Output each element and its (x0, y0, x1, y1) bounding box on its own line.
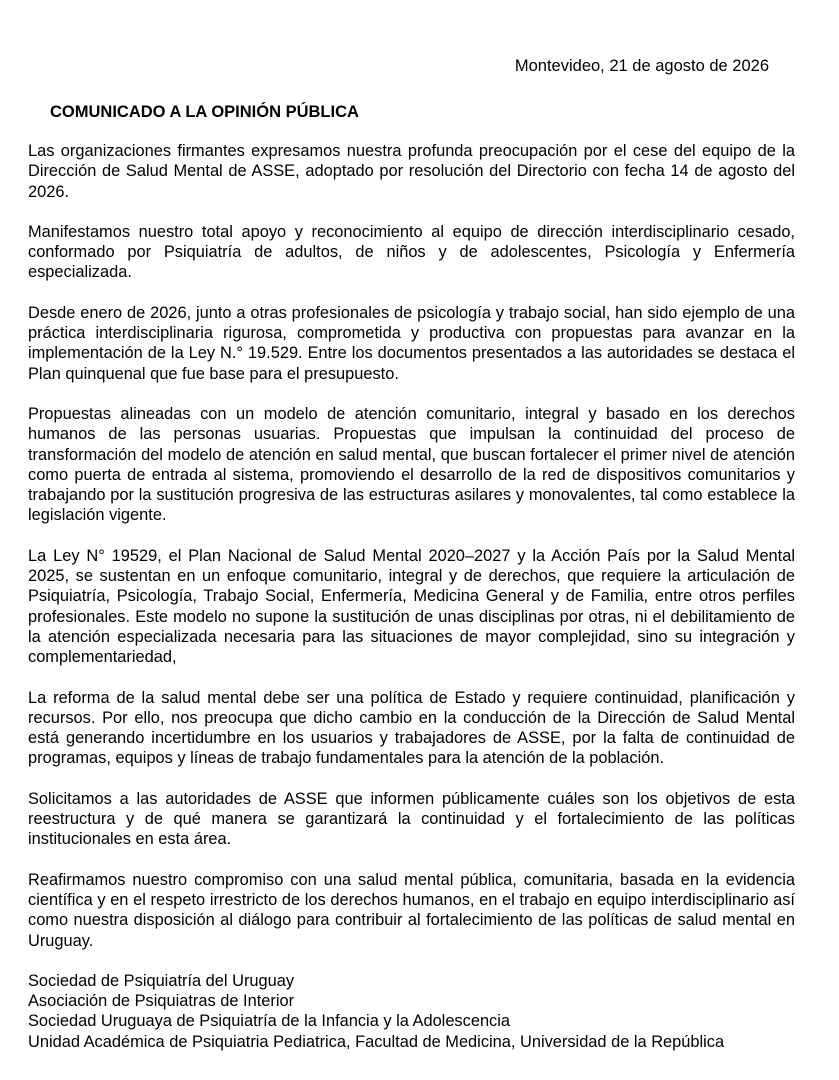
signatory-3: Sociedad Uruguaya de Psiquiatría de la Infancia y la Adolescencia (28, 1012, 511, 1031)
paragraph-3: Desde enero de 2026, junto a otras profesionales de psicología y trabajo social, han sido ejemplo de una práctica interdisciplinaria rigurosa, comprometida y productiva con propuestas para avanzar en la implementación de la Ley N.° 19.529. Entre los documentos presentados a las autoridades se destaca el Plan quinquenal que fue base para el presupuesto. (28, 303, 795, 383)
document-title: COMUNICADO A LA OPINIÓN PÚBLICA (50, 103, 359, 121)
date-line: Montevideo, 21 de agosto de 2026 (514, 57, 769, 75)
signatory-4: Unidad Académica de Psiquiatria Pediatrica, Facultad de Medicina, Universidad de la República (28, 1032, 725, 1051)
paragraph-4: Propuestas alineadas con un modelo de atención comunitario, integral y basado en los derechos humanos de las personas usuarias. Propuestas que impulsan la continuidad del proceso de transformación del modelo de atención en salud mental, que buscan fortalecer el primer nivel de atención como puerta de entrada al sistema, promoviendo el desarrollo de la red de dispositivos comunitarios y trabajando por la sustitución progresiva de las estructuras asilares y monovalentes, tal como establece la legislación vigente. (28, 404, 795, 525)
paragraph-8: Reafirmamos nuestro compromiso con una salud mental pública, comunitaria, basada en la evidencia científica y en el respeto irrestricto de los derechos humanos, en el trabajo en equipo interdisciplinario así como nuestra disposición al diálogo para contribuir al fortalecimiento de las políticas de salud mental en Uruguay. (28, 870, 795, 950)
signatories-list (28, 971, 795, 1052)
document-body (28, 141, 795, 1052)
paragraph-6: La reforma de la salud mental debe ser una política de Estado y requiere continuidad, planificación y recursos. Por ello, nos preocupa que dicho cambio en la conducción de la Dirección de Salud Mental está generando incertidumbre en los usuarios y trabajadores de ASSE, por la falta de continuidad de programas, equipos y líneas de trabajo fundamentales para la atención de la población. (28, 688, 795, 768)
paragraph-5: La Ley N° 19529, el Plan Nacional de Salud Mental 2020–2027 y la Acción País por la Salud Mental 2025, se sustentan en un enfoque comunitario, integral y de derechos, que requiere la articulación de Psiquiatría, Psicología, Trabajo Social, Enfermería, Medicina General y de Familia, entre otros perfiles profesionales. Este modelo no supone la sustitución de unas disciplinas por otras, ni el debilitamiento de la atención especializada necesaria para las situaciones de mayor complejidad, sino su integración y complementariedad, (28, 546, 795, 667)
signatory-2: Asociación de Psiquiatras de Interior (28, 992, 295, 1011)
paragraph-1: Las organizaciones firmantes expresamos nuestra profunda preocupación por el cese del equipo de la Dirección de Salud Mental de ASSE, adoptado por resolución del Directorio con fecha 14 de agosto del 2026. (28, 142, 795, 201)
paragraph-2: Manifestamos nuestro total apoyo y reconocimiento al equipo de dirección interdisciplinario cesado, conformado por Psiquiatría de adultos, de niños y de adolescentes, Psicología y Enfermería especializada. (28, 222, 795, 282)
signatory-1: Sociedad de Psiquiatría del Uruguay (28, 971, 295, 990)
paragraph-7: Solicitamos a las autoridades de ASSE que informen públicamente cuáles son los objetivos de esta reestructura y de qué manera se garantizará la continuidad y el fortalecimiento de las políticas institucionales en esta área. (28, 789, 795, 849)
